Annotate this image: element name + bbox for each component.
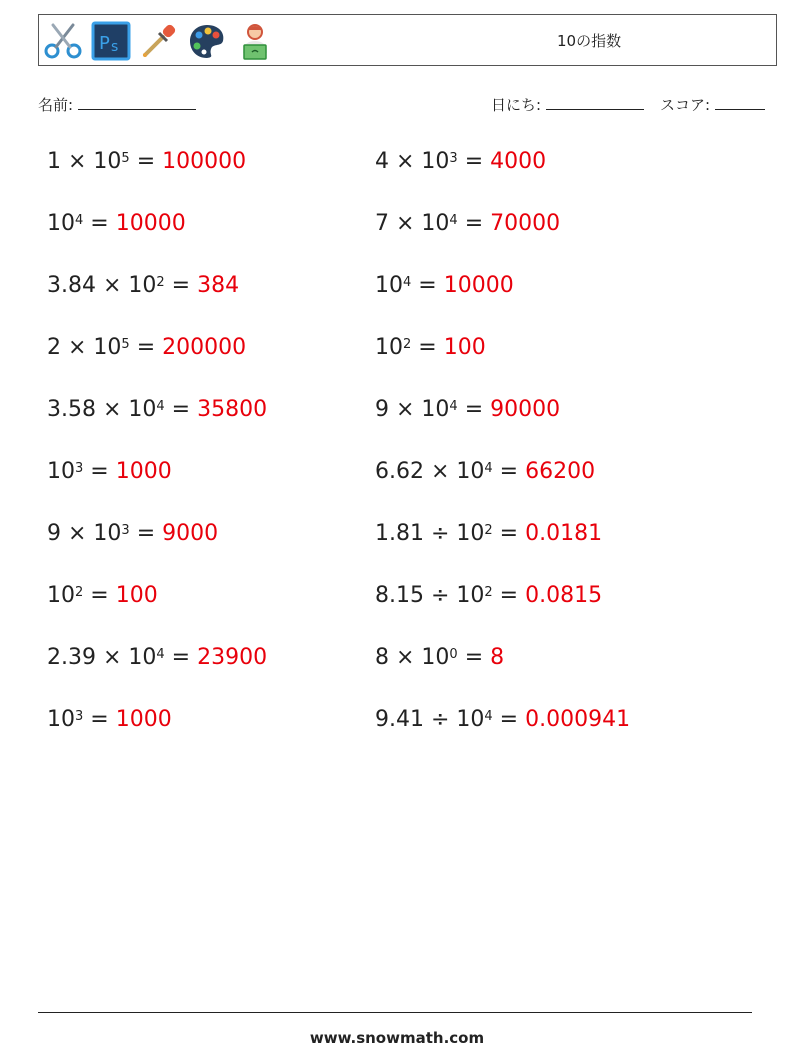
- problem-item: [47, 581, 158, 611]
- problem-expression: 10: [47, 459, 75, 484]
- problem-expression: 8 × 10: [375, 645, 450, 670]
- equals-sign: =: [492, 583, 526, 608]
- problem-expression: 10: [375, 273, 403, 298]
- problem-exponent: 3: [121, 523, 130, 538]
- problem-exponent: 4: [449, 213, 458, 228]
- equals-sign: =: [83, 211, 116, 236]
- problem-answer: 4000: [490, 149, 547, 174]
- equals-sign: =: [457, 397, 491, 422]
- problem-answer: 66200: [525, 459, 596, 484]
- problem-answer: 10000: [115, 211, 186, 236]
- problem-expression: 10: [47, 583, 75, 608]
- worksheet-title: 10の指数: [557, 32, 622, 50]
- equals-sign: =: [492, 707, 526, 732]
- worksheet-header: [38, 14, 777, 66]
- problem-item: [375, 457, 595, 487]
- problem-answer: 35800: [197, 397, 268, 422]
- problem-expression: 10: [47, 211, 75, 236]
- problem-expression: 10: [47, 707, 75, 732]
- problem-item: [47, 333, 246, 363]
- problem-answer: 200000: [162, 335, 247, 360]
- problem-expression: 2 × 10: [47, 335, 122, 360]
- equals-sign: =: [164, 645, 198, 670]
- problem-exponent: 3: [75, 709, 84, 724]
- problem-answer: 23900: [197, 645, 268, 670]
- problem-item: [47, 395, 267, 425]
- photoshop-icon: [91, 21, 131, 61]
- equals-sign: =: [83, 459, 116, 484]
- problem-exponent: 2: [156, 275, 165, 290]
- problem-exponent: 2: [484, 585, 493, 600]
- problem-exponent: 5: [121, 151, 130, 166]
- problem-expression: 2.39 × 10: [47, 645, 157, 670]
- problem-exponent: 0: [449, 647, 458, 662]
- problem-answer: 10000: [443, 273, 514, 298]
- problem-item: [375, 209, 560, 239]
- problem-answer: 0.0815: [525, 583, 603, 608]
- problem-item: [375, 519, 602, 549]
- problem-item: [47, 705, 172, 735]
- problem-expression: 9.41 ÷ 10: [375, 707, 485, 732]
- problem-expression: 7 × 10: [375, 211, 450, 236]
- problem-exponent: 2: [403, 337, 412, 352]
- svg-text:s: s: [111, 39, 119, 55]
- problem-exponent: 2: [484, 523, 493, 538]
- problem-item: [375, 333, 486, 363]
- equals-sign: =: [492, 459, 526, 484]
- scissors-icon: [43, 21, 83, 61]
- problem-exponent: 4: [75, 213, 84, 228]
- problem-expression: 8.15 ÷ 10: [375, 583, 485, 608]
- problem-item: [47, 457, 172, 487]
- problem-answer: 1000: [115, 707, 172, 732]
- problem-exponent: 5: [121, 337, 130, 352]
- problem-answer: 0.000941: [525, 707, 631, 732]
- problem-item: [47, 209, 186, 239]
- problem-answer: 70000: [490, 211, 561, 236]
- equals-sign: =: [83, 707, 116, 732]
- score-blank: [715, 95, 765, 110]
- icon-strip: [43, 20, 275, 62]
- name-field: [38, 94, 196, 115]
- problem-item: [47, 519, 218, 549]
- problem-exponent: 4: [403, 275, 412, 290]
- problem-answer: 9000: [162, 521, 219, 546]
- problem-expression: 4 × 10: [375, 149, 450, 174]
- equals-sign: =: [129, 149, 163, 174]
- problem-expression: 6.62 × 10: [375, 459, 485, 484]
- problem-expression: 10: [375, 335, 403, 360]
- name-blank: [78, 95, 196, 110]
- footer-divider: [38, 1012, 752, 1013]
- problem-exponent: 4: [484, 461, 493, 476]
- name-label: 名前:: [38, 96, 74, 114]
- date-blank: [546, 95, 644, 110]
- problem-item: [375, 581, 602, 611]
- problem-exponent: 4: [484, 709, 493, 724]
- problem-exponent: 4: [156, 647, 165, 662]
- problem-answer: 100: [115, 583, 158, 608]
- problem-answer: 90000: [490, 397, 561, 422]
- footer-url: www.snowmath.com: [309, 1029, 485, 1047]
- problem-answer: 384: [197, 273, 240, 298]
- equals-sign: =: [129, 521, 163, 546]
- equals-sign: =: [411, 335, 444, 360]
- problem-item: [375, 271, 514, 301]
- problem-answer: 0.0181: [525, 521, 603, 546]
- person-laptop-icon: [235, 21, 275, 61]
- problem-expression: 3.84 × 10: [47, 273, 157, 298]
- equals-sign: =: [457, 645, 491, 670]
- date-field: [491, 94, 644, 115]
- equals-sign: =: [411, 273, 444, 298]
- eyedropper-icon: [139, 21, 179, 61]
- problem-expression: 1 × 10: [47, 149, 122, 174]
- problem-item: [47, 271, 239, 301]
- date-label: 日にち:: [491, 96, 542, 114]
- problem-item: [375, 147, 546, 177]
- palette-icon: [187, 21, 227, 61]
- problem-answer: 100000: [162, 149, 247, 174]
- problem-answer: 8: [490, 645, 505, 670]
- problem-item: [47, 147, 246, 177]
- equals-sign: =: [457, 211, 491, 236]
- score-field: [660, 94, 765, 115]
- problem-item: [375, 395, 560, 425]
- problem-exponent: 4: [156, 399, 165, 414]
- equals-sign: =: [129, 335, 163, 360]
- equals-sign: =: [164, 397, 198, 422]
- equals-sign: =: [457, 149, 491, 174]
- problem-item: [47, 643, 267, 673]
- score-label: スコア:: [660, 96, 711, 114]
- svg-text:P: P: [99, 33, 110, 54]
- problem-expression: 9 × 10: [47, 521, 122, 546]
- problem-answer: 100: [443, 335, 486, 360]
- equals-sign: =: [83, 583, 116, 608]
- problem-item: [375, 643, 504, 673]
- problem-expression: 1.81 ÷ 10: [375, 521, 485, 546]
- problem-exponent: 3: [449, 151, 458, 166]
- equals-sign: =: [164, 273, 198, 298]
- problem-exponent: 3: [75, 461, 84, 476]
- problem-expression: 3.58 × 10: [47, 397, 157, 422]
- problem-exponent: 4: [449, 399, 458, 414]
- problem-expression: 9 × 10: [375, 397, 450, 422]
- equals-sign: =: [492, 521, 526, 546]
- problem-answer: 1000: [115, 459, 172, 484]
- problem-item: [375, 705, 630, 735]
- problem-exponent: 2: [75, 585, 84, 600]
